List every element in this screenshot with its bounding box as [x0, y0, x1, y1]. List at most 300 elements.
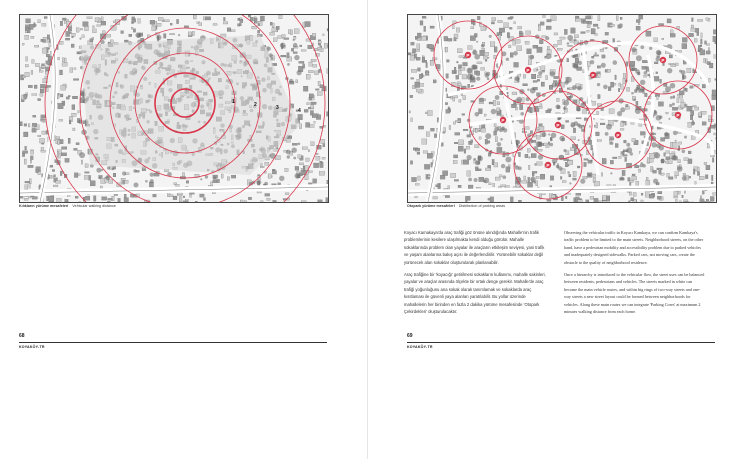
building — [56, 137, 60, 139]
tree — [653, 179, 658, 184]
building — [26, 57, 28, 62]
building — [85, 164, 88, 168]
building — [645, 93, 648, 97]
building — [258, 30, 260, 33]
building — [574, 35, 578, 38]
left-map-caption — [19, 204, 116, 208]
building — [584, 159, 588, 161]
building — [319, 69, 321, 72]
building — [418, 68, 421, 71]
tree — [670, 96, 673, 99]
building — [302, 147, 307, 150]
tree — [497, 142, 502, 147]
building — [477, 71, 480, 76]
tree — [570, 95, 573, 98]
building — [73, 128, 75, 131]
tree — [681, 70, 686, 75]
building — [536, 136, 540, 140]
building — [93, 26, 95, 28]
building — [47, 196, 49, 201]
building — [517, 46, 522, 51]
building — [657, 96, 659, 100]
building — [688, 151, 691, 154]
tree — [520, 112, 524, 116]
building — [81, 160, 83, 164]
building — [76, 143, 79, 145]
building — [31, 150, 34, 154]
building — [457, 61, 459, 63]
building — [666, 112, 668, 114]
building — [290, 30, 293, 35]
building — [631, 198, 634, 201]
building — [298, 155, 302, 159]
tree — [486, 72, 490, 76]
building — [554, 76, 559, 78]
building — [658, 102, 663, 107]
building — [633, 193, 636, 197]
building — [24, 198, 28, 200]
building — [537, 75, 541, 78]
tree — [573, 64, 578, 69]
tree — [489, 35, 492, 38]
parking-marker-label: P — [616, 132, 620, 138]
building — [466, 146, 470, 149]
tree — [468, 178, 472, 182]
tree — [574, 39, 577, 42]
building — [416, 89, 421, 92]
building — [221, 34, 226, 37]
tree — [178, 34, 180, 36]
building — [477, 62, 482, 64]
building — [46, 88, 48, 92]
building — [76, 28, 79, 32]
tree — [293, 157, 296, 160]
building — [72, 33, 76, 36]
building — [532, 173, 534, 176]
tree — [550, 71, 556, 77]
building — [61, 86, 66, 91]
tree — [506, 58, 509, 61]
building — [527, 49, 532, 54]
building — [275, 156, 280, 160]
building — [547, 46, 549, 49]
tr-paragraph-2: Araç trafiğine bir 'koyacığı' getirilmesi sokakların kullanımı, mahalle sakinleri, yayalar ve araçlar arasında ölçekte bir ortak denge gerekir. Mahalle'de araç trafiği yoğunluğunu ana sokak olarak tanımlamak ve sokaklarda araç kısıtlaması ile güvenli yaya alanları yaratılabilir. Bu yollar üzerinde mahallelerin her birinden en fazla 2 dakika yürüme mesafesinde 'Otopark Çekirdekleri' oluşturulacaktır. — [404, 272, 546, 315]
building — [41, 66, 45, 68]
building — [623, 79, 625, 84]
building — [433, 197, 438, 200]
tree — [548, 133, 550, 135]
right-caption-tr: Otopark yürüme mesafeleri — [407, 204, 455, 208]
building — [408, 53, 411, 55]
right-footer: KOYAKÖY-TR — [407, 345, 433, 349]
building — [623, 155, 628, 157]
building — [682, 44, 687, 49]
building — [528, 177, 530, 182]
building — [537, 162, 542, 166]
tree — [205, 175, 208, 178]
tree — [597, 83, 600, 86]
building — [514, 22, 516, 24]
building — [270, 22, 272, 25]
parking-distribution-map-graphic — [408, 15, 716, 202]
tree — [556, 165, 560, 169]
building — [316, 156, 320, 160]
building — [640, 132, 645, 136]
tree — [501, 164, 505, 168]
building — [608, 87, 611, 91]
building — [72, 36, 74, 38]
tree — [578, 139, 580, 141]
building — [258, 24, 260, 26]
building — [714, 124, 716, 127]
building — [317, 92, 322, 96]
building — [426, 63, 428, 68]
building — [451, 96, 453, 99]
tree — [665, 86, 671, 92]
building — [504, 23, 509, 28]
parking-marker-label: P — [526, 67, 530, 73]
tree — [475, 161, 480, 166]
building — [32, 60, 34, 64]
building — [479, 177, 484, 181]
building — [186, 181, 189, 184]
building — [501, 185, 506, 187]
building — [601, 173, 603, 176]
building — [419, 74, 422, 79]
building — [571, 28, 576, 33]
building — [678, 160, 681, 163]
building — [83, 22, 89, 27]
building — [304, 109, 308, 112]
building — [697, 32, 699, 36]
building — [456, 28, 459, 32]
building — [205, 17, 211, 20]
building — [456, 75, 459, 79]
building — [468, 185, 473, 189]
building — [577, 166, 580, 168]
building — [61, 153, 67, 156]
tree — [527, 89, 529, 91]
tree — [79, 152, 85, 158]
building — [659, 24, 664, 26]
building — [613, 157, 618, 159]
building — [525, 154, 528, 158]
building — [700, 196, 702, 199]
building — [667, 173, 670, 177]
building — [84, 26, 88, 31]
building — [303, 86, 308, 91]
tree — [591, 160, 593, 162]
building — [26, 19, 31, 23]
building — [72, 113, 77, 116]
tree — [659, 115, 662, 118]
building — [518, 200, 521, 202]
parking-marker-label: P — [556, 122, 560, 128]
building — [586, 16, 591, 19]
building — [586, 200, 589, 202]
tree — [530, 88, 536, 94]
building — [227, 28, 231, 32]
building — [177, 19, 179, 23]
building — [410, 56, 415, 61]
building — [595, 34, 598, 36]
side-road — [428, 15, 443, 202]
english-text-column — [564, 229, 706, 320]
building — [531, 154, 536, 158]
building — [583, 176, 587, 179]
building — [318, 47, 321, 50]
building — [414, 54, 416, 58]
tree — [640, 80, 645, 85]
building — [587, 61, 590, 66]
tree — [620, 107, 625, 112]
building — [561, 125, 564, 129]
tree — [256, 180, 261, 185]
tree — [475, 112, 480, 117]
building — [481, 68, 485, 71]
building — [24, 132, 29, 137]
building — [273, 38, 277, 42]
building — [306, 123, 310, 128]
building — [477, 169, 481, 171]
building — [240, 19, 243, 23]
tree — [479, 98, 484, 103]
building — [65, 199, 69, 202]
building — [57, 152, 59, 157]
tree — [503, 128, 507, 132]
tree — [134, 183, 139, 188]
building — [615, 144, 618, 148]
tree — [610, 142, 613, 145]
building — [224, 17, 226, 20]
tree — [631, 92, 634, 95]
building — [47, 85, 51, 87]
building — [619, 156, 622, 158]
building — [712, 158, 714, 162]
building — [458, 146, 463, 151]
tree — [287, 63, 290, 66]
building — [326, 198, 328, 202]
tree — [477, 156, 483, 162]
tree — [286, 150, 291, 155]
building — [430, 26, 434, 28]
building — [706, 165, 710, 170]
building — [285, 193, 289, 195]
tree — [529, 55, 534, 60]
building — [106, 34, 110, 37]
building — [470, 36, 475, 41]
building — [24, 124, 27, 127]
tree — [565, 81, 569, 85]
building — [684, 158, 688, 161]
tree — [481, 44, 485, 48]
building — [566, 121, 569, 123]
building — [108, 198, 113, 200]
building — [701, 33, 703, 38]
building — [537, 93, 541, 97]
building — [113, 173, 116, 177]
tree — [495, 95, 500, 100]
building — [152, 26, 156, 31]
building — [118, 198, 121, 202]
building — [294, 37, 296, 40]
building — [702, 122, 706, 126]
building — [410, 161, 412, 165]
building — [523, 75, 526, 79]
building — [213, 24, 217, 26]
building — [494, 47, 497, 53]
building — [551, 16, 556, 21]
building — [702, 84, 705, 88]
building — [20, 122, 22, 126]
building — [309, 94, 313, 98]
building — [679, 91, 684, 95]
building — [598, 201, 603, 202]
tree — [279, 176, 284, 181]
building — [569, 174, 571, 177]
building — [658, 191, 662, 194]
tree — [649, 47, 652, 50]
tree — [297, 70, 302, 75]
building — [490, 197, 494, 202]
building — [411, 42, 415, 45]
building — [540, 22, 544, 25]
building — [170, 23, 172, 25]
tree — [551, 133, 557, 139]
building — [434, 134, 437, 138]
building — [623, 73, 626, 78]
building — [314, 122, 316, 124]
building — [484, 114, 486, 116]
building — [129, 34, 132, 37]
building — [482, 128, 486, 132]
tree — [633, 99, 636, 102]
building — [677, 98, 679, 103]
building — [673, 142, 678, 147]
building — [35, 63, 39, 66]
building — [447, 60, 450, 63]
building — [553, 81, 557, 83]
building — [493, 100, 496, 105]
building — [248, 197, 251, 200]
building — [659, 170, 661, 174]
building — [460, 68, 465, 71]
building — [124, 19, 126, 21]
building — [577, 100, 580, 104]
building — [712, 175, 714, 180]
building — [538, 149, 543, 151]
tree — [528, 156, 530, 158]
building — [95, 18, 99, 22]
tree — [534, 163, 537, 166]
building — [510, 197, 513, 202]
building — [695, 107, 699, 110]
building — [567, 58, 569, 62]
tree — [137, 33, 142, 38]
building — [571, 137, 576, 140]
building — [607, 69, 611, 72]
tree — [580, 179, 585, 184]
tree — [96, 168, 101, 173]
right-map-caption — [407, 204, 505, 208]
building — [60, 70, 63, 75]
tree — [675, 140, 677, 142]
building — [653, 170, 657, 173]
building — [411, 78, 414, 80]
building — [59, 41, 63, 44]
building — [411, 118, 413, 122]
building — [560, 177, 562, 180]
building — [620, 24, 623, 27]
tree — [476, 77, 480, 81]
building — [39, 67, 41, 70]
tree — [620, 177, 623, 180]
building — [680, 50, 682, 52]
building — [110, 40, 113, 44]
building — [457, 49, 462, 53]
building — [714, 55, 716, 59]
building — [40, 84, 45, 88]
building — [315, 71, 319, 75]
building — [686, 88, 688, 91]
building — [507, 33, 510, 38]
building — [632, 174, 635, 176]
building — [306, 74, 310, 79]
building — [430, 61, 433, 66]
building — [715, 79, 716, 81]
building — [295, 166, 299, 170]
building — [25, 35, 29, 39]
building — [687, 68, 691, 73]
tree — [505, 157, 511, 163]
building — [454, 67, 456, 73]
building — [702, 191, 704, 194]
building — [59, 119, 63, 121]
building — [646, 177, 648, 180]
building — [158, 17, 163, 20]
building — [704, 58, 706, 62]
tree — [467, 74, 473, 80]
building — [25, 146, 27, 150]
building — [513, 41, 516, 46]
building — [39, 71, 43, 73]
building — [695, 182, 697, 185]
building — [41, 119, 45, 121]
building — [649, 153, 654, 159]
left-caption-tr: Kılıkların yürüme mesafeleri — [19, 204, 69, 208]
building — [28, 85, 32, 88]
building — [539, 126, 544, 131]
building — [301, 50, 306, 52]
building — [418, 126, 423, 129]
building — [616, 16, 618, 21]
building — [458, 140, 463, 145]
building — [30, 160, 32, 163]
building — [36, 170, 39, 173]
building — [309, 62, 312, 66]
building — [590, 196, 594, 199]
building — [32, 129, 36, 133]
building — [183, 196, 185, 198]
building — [557, 48, 562, 50]
building — [420, 21, 423, 26]
building — [423, 151, 428, 154]
building — [636, 20, 640, 23]
building — [499, 35, 501, 40]
building — [665, 161, 668, 163]
building — [32, 94, 37, 96]
building — [676, 199, 678, 202]
